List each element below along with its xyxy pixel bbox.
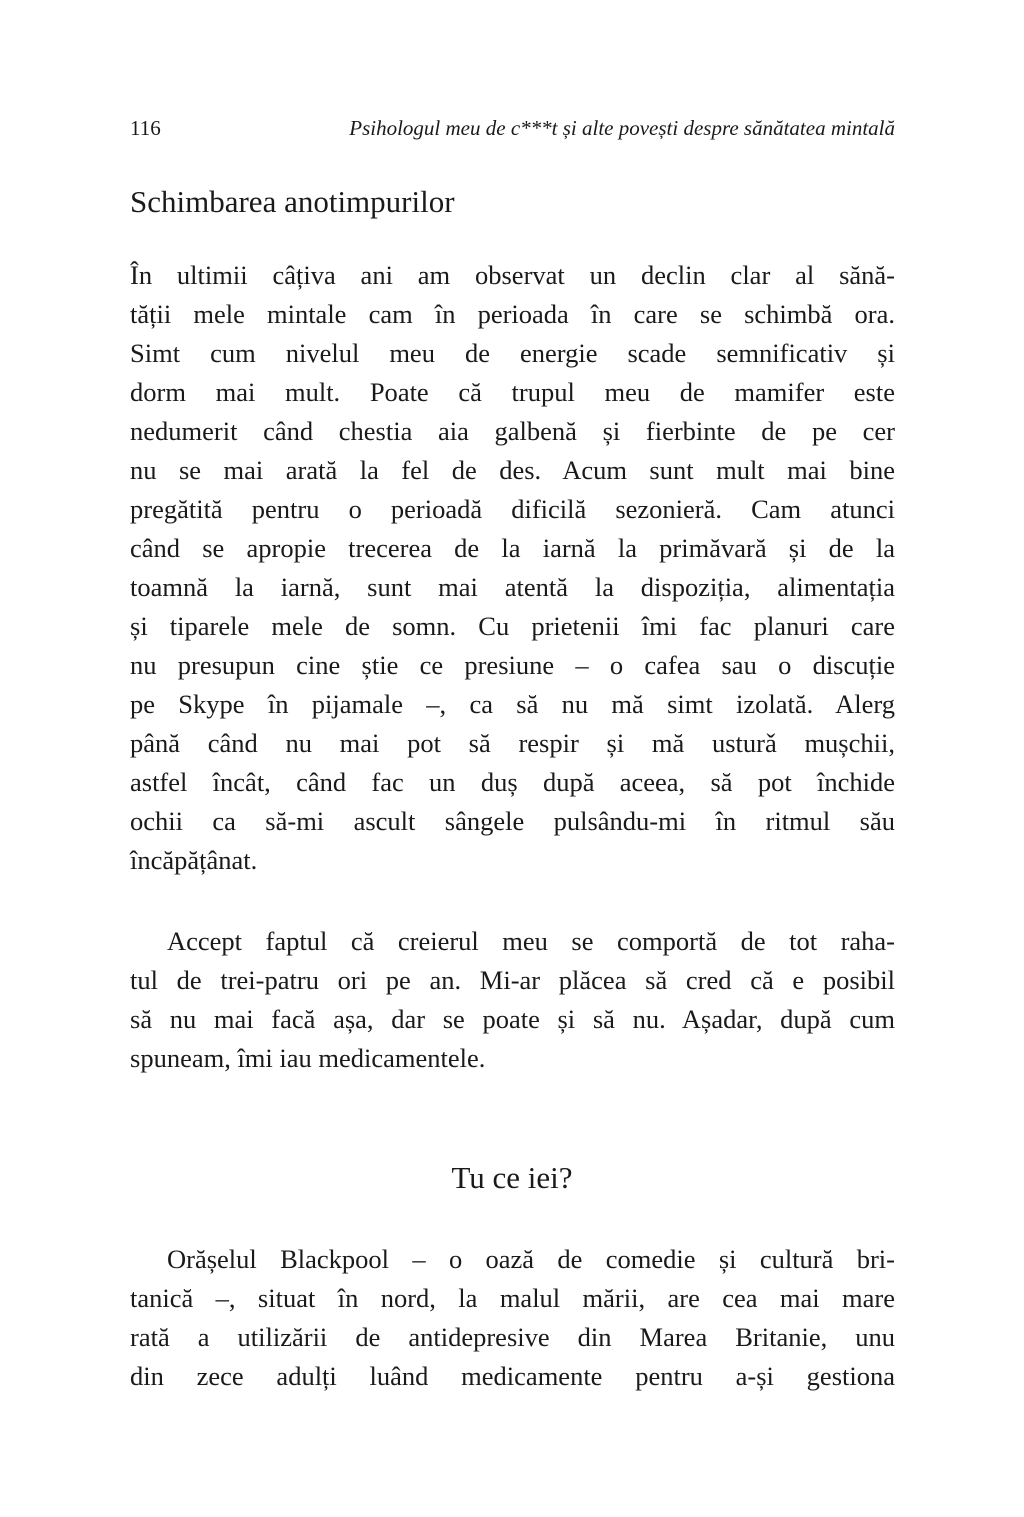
- text-line: Accept faptul că creierul meu se comportă de tot raha-: [167, 926, 895, 956]
- text-line: Simt cum nivelul meu de energie scade semnificativ și: [130, 338, 895, 368]
- text-line: să nu mai facă așa, dar se poate și să nu. Așadar, după cum: [130, 1004, 895, 1034]
- text-line: până când nu mai pot să respir și mă usturǎ mușchii,: [130, 728, 895, 758]
- text-line: Orășelul Blackpool – o oază de comedie și cultură bri-: [167, 1244, 895, 1274]
- page-number: 116: [130, 116, 161, 140]
- text-line: spuneam, îmi iau medicamentele.: [130, 1043, 486, 1073]
- text-line: tății mele mintale cam în perioada în care se schimbă ora.: [130, 299, 895, 329]
- text-line: În ultimii câțiva ani am observat un declin clar al sănă-: [130, 260, 895, 290]
- text-line: pe Skype în pijamale –, ca să nu mă simt izolată. Alerg: [130, 689, 895, 719]
- paragraph-2: [130, 922, 895, 1078]
- text-line: nu se mai arată la fel de des. Acum sunt mult mai bine: [130, 455, 895, 485]
- text-line: dorm mai mult. Poate că trupul meu de mamifer este: [130, 377, 895, 407]
- section-heading-2: Tu ce iei?: [451, 1160, 573, 1195]
- text-line: tanică –, situat în nord, la malul mării, are cea mai mare: [130, 1283, 895, 1313]
- paragraph-3: [130, 1240, 895, 1396]
- text-line: toamnă la iarnă, sunt mai atentă la dispoziția, alimentația: [130, 572, 895, 602]
- text-line: pregătită pentru o perioadă dificilă sezonieră. Cam atunci: [130, 494, 895, 524]
- section-heading-1: Schimbarea anotimpurilor: [130, 184, 455, 219]
- running-title: Psihologul meu de c***t și alte povești despre sănătatea mintală: [349, 116, 895, 140]
- text-line: nu presupun cine știe ce presiune – o cafea sau o discuție: [130, 650, 895, 680]
- text-line: astfel încât, când fac un duș după aceea, să pot închide: [130, 767, 895, 797]
- text-line: încăpățânat.: [130, 845, 258, 875]
- text-line: rată a utilizării de antidepresive din Marea Britanie, unu: [130, 1322, 895, 1352]
- text-line: când se apropie trecerea de la iarnă la primăvară și de la: [130, 533, 895, 563]
- text-line: ochii ca să-mi ascult sângele pulsându-mi în ritmul său: [130, 806, 895, 836]
- text-line: nedumerit când chestia aia galbenă și fierbinte de pe cer: [130, 416, 895, 446]
- text-line: și tiparele mele de somn. Cu prietenii îmi fac planuri care: [130, 611, 895, 641]
- paragraph-1: [130, 256, 895, 880]
- text-line: tul de trei-patru ori pe an. Mi-ar plăcea să cred că e posibil: [130, 965, 895, 995]
- text-line: din zece adulți luând medicamente pentru a-și gestiona: [130, 1361, 895, 1391]
